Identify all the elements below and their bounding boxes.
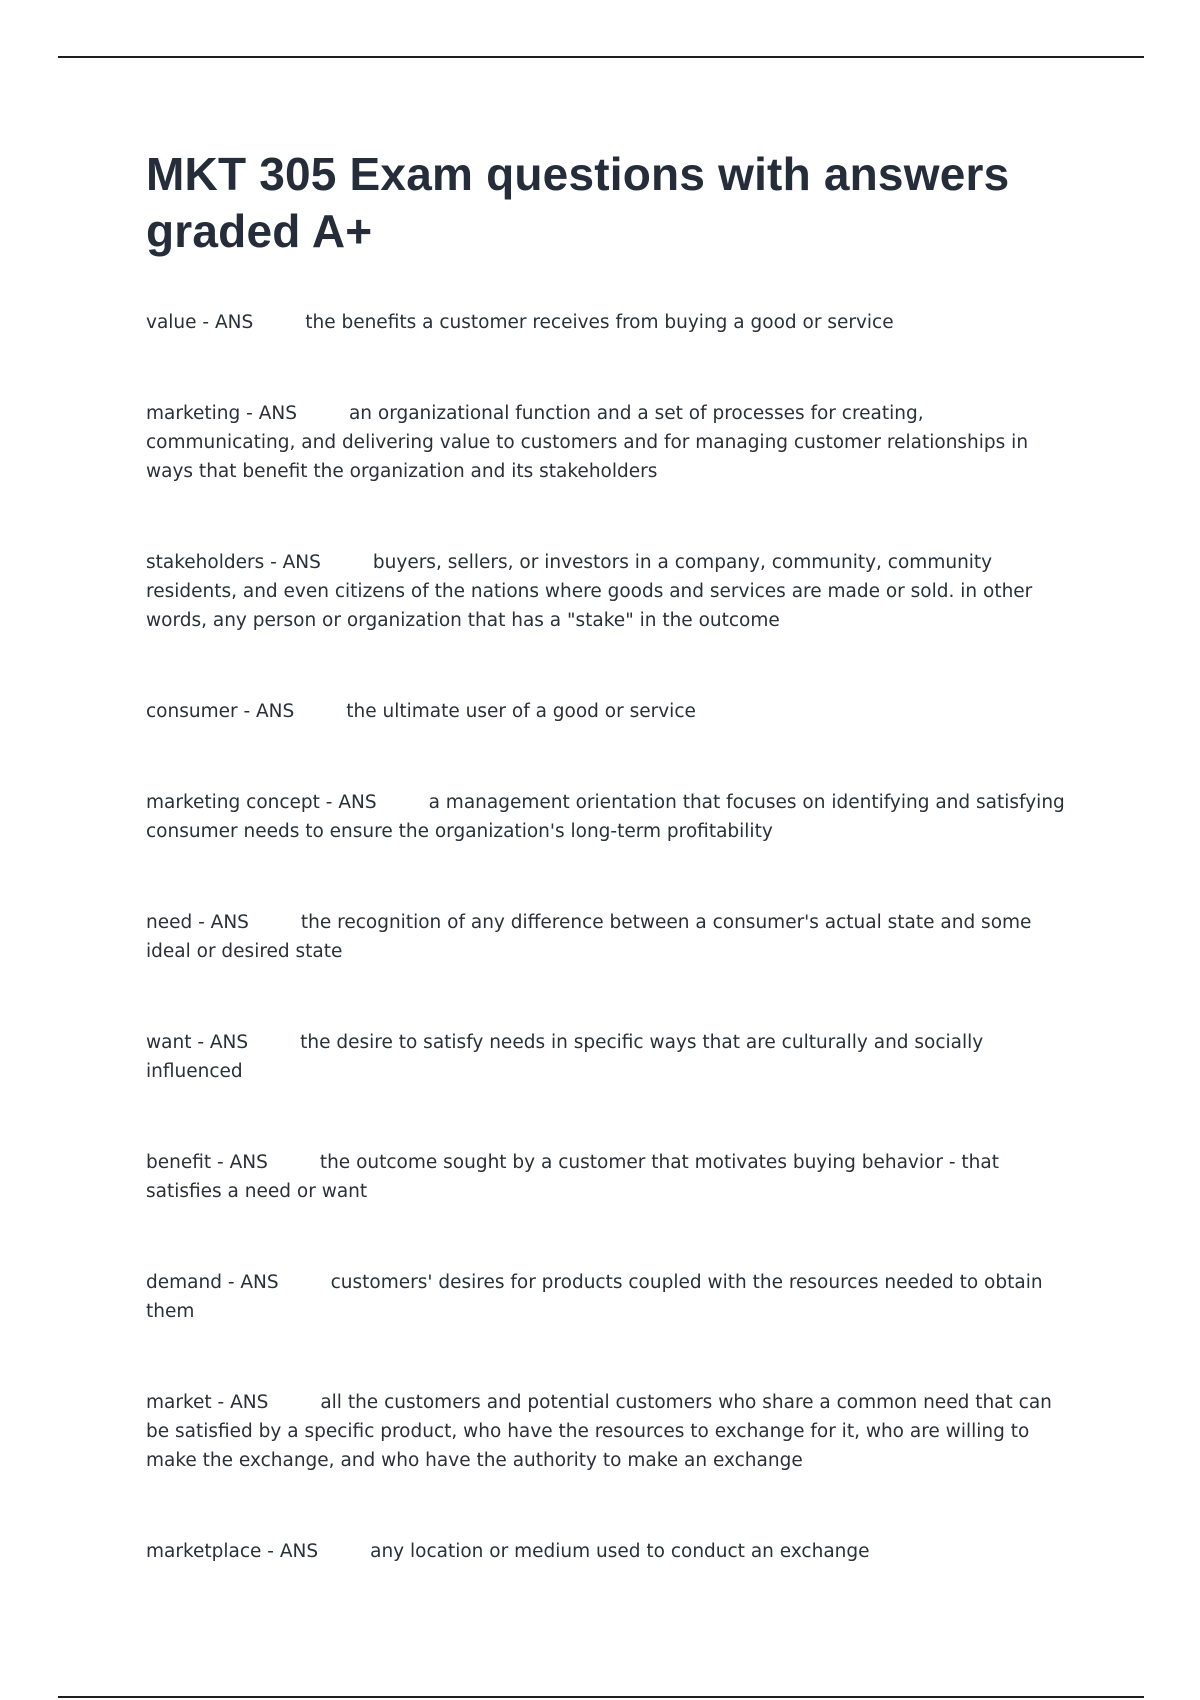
qa-item (146, 1537, 1066, 1566)
qa-term: consumer - ANS (146, 701, 295, 722)
qa-definition: buyers, sellers, or investors in a company, community, community residents, and even citizens of the nations where goods and services are made or sold. in other words, any person or organization that has a "stake" in the outcome (146, 552, 1039, 631)
qa-item (146, 548, 1066, 635)
qa-definition: a management orientation that focuses on identifying and satisfying consumer needs to ensure the organization's long-term profitability (146, 792, 1071, 842)
qa-item (146, 308, 1066, 337)
qa-definition: customers' desires for products coupled with the resources needed to obtain them (146, 1272, 1049, 1322)
page-title: MKT 305 Exam questions with answers graded A+ (146, 148, 1010, 257)
qa-definition: all the customers and potential customers who share a common need that can be satisfied by a specific product, who have the resources to exchange for it, who are willing to make the exchange, and who have the authority to make an exchange (146, 1392, 1058, 1471)
qa-item (146, 1028, 1066, 1086)
qa-item (146, 1268, 1066, 1326)
qa-list (146, 308, 1071, 1566)
qa-definition: the recognition of any difference between a consumer's actual state and some ideal or desired state (146, 912, 1038, 962)
qa-definition: the outcome sought by a customer that motivates buying behavior - that satisfies a need or want (146, 1152, 1005, 1202)
qa-item (146, 788, 1071, 846)
bottom-rule (58, 1696, 1144, 1698)
document-body (146, 146, 1071, 1628)
qa-item (146, 1388, 1066, 1475)
qa-term: market - ANS (146, 1392, 269, 1413)
qa-term: benefit - ANS (146, 1152, 268, 1173)
qa-term: demand - ANS (146, 1272, 279, 1293)
qa-term: need - ANS (146, 912, 249, 933)
qa-term: value - ANS (146, 312, 254, 333)
qa-definition: the ultimate user of a good or service (346, 701, 696, 722)
top-rule (58, 56, 1144, 58)
qa-definition: any location or medium used to conduct an exchange (370, 1541, 870, 1562)
qa-item (146, 1148, 1066, 1206)
qa-term: marketing - ANS (146, 403, 297, 424)
qa-item (146, 399, 1066, 486)
qa-term: marketplace - ANS (146, 1541, 319, 1562)
qa-item (146, 697, 1066, 726)
qa-term: want - ANS (146, 1032, 249, 1053)
qa-item (146, 908, 1066, 966)
qa-definition: the benefits a customer receives from buying a good or service (305, 312, 894, 333)
qa-term: stakeholders - ANS (146, 552, 321, 573)
qa-definition: an organizational function and a set of processes for creating, communicating, and delivering value to customers and for managing customer relationships in ways that benefit the organization and its stakeholders (146, 403, 1034, 482)
qa-term: marketing concept - ANS (146, 792, 377, 813)
qa-definition: the desire to satisfy needs in specific ways that are culturally and socially influenced (146, 1032, 990, 1082)
